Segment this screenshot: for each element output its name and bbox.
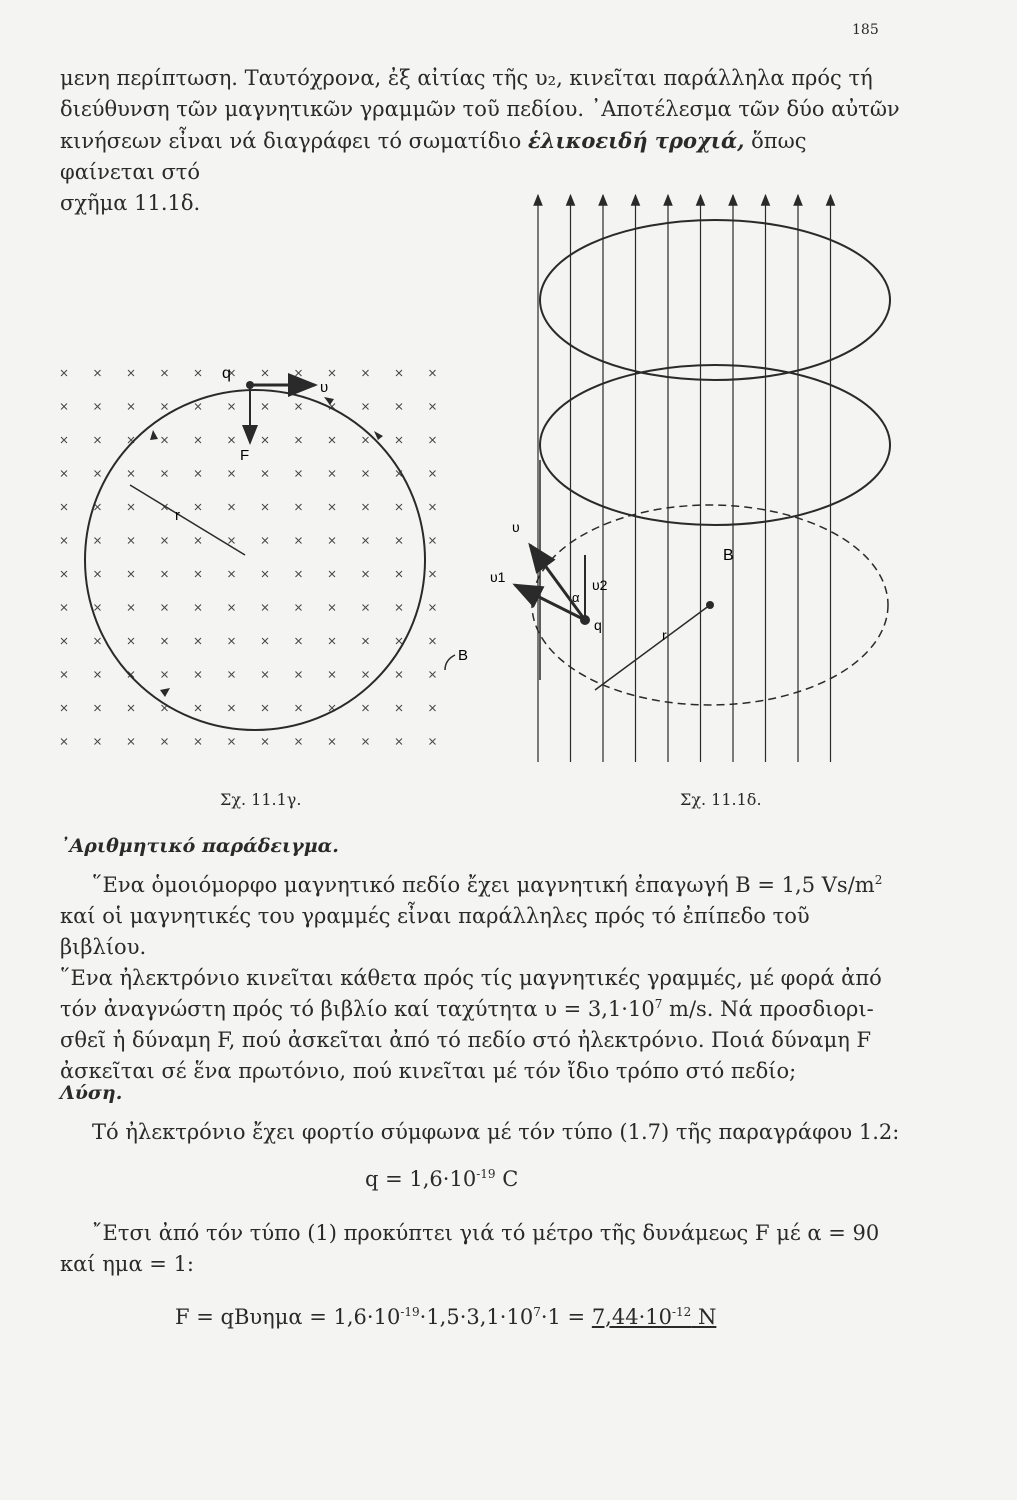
field-cross [229, 739, 235, 745]
intro-line-2: διεύθυνση τῶν μαγνητικῶν γραμμῶν τοῦ πεδίου. ᾿Αποτέλεσμα τῶν δύο αὐτῶν [60, 97, 900, 121]
solution-line-2: ῎Ετσι ἀπό τόν τύπο (1) προκύπτει γιά τό μέτρο τῆς δυνάμεως F μέ α = 90 [92, 1221, 880, 1245]
label-r: r [175, 507, 180, 524]
field-cross [128, 471, 134, 477]
field-cross [296, 370, 302, 376]
field-cross [61, 404, 67, 410]
field-cross [195, 437, 201, 443]
field-cross [229, 504, 235, 510]
field-cross [128, 605, 134, 611]
field-cross [61, 370, 67, 376]
field-cross [296, 605, 302, 611]
field-cross [262, 437, 268, 443]
caption-11-1c: Σχ. 11.1γ. [220, 790, 302, 809]
field-cross [262, 504, 268, 510]
field-cross [128, 571, 134, 577]
field-cross [229, 672, 235, 678]
field-cross [128, 370, 134, 376]
field-cross [396, 571, 402, 577]
field-cross [95, 404, 101, 410]
example-line-5: σθεῖ ἡ δύναμη F, πού ἀσκεῖται ἀπό τό πεδίο στό ἠλεκτρόνιο. Ποιά δύναμη F [60, 1028, 872, 1052]
field-cross [329, 605, 335, 611]
field-cross [363, 504, 369, 510]
example-line-4: τόν ἀναγνώστη πρός τό βιβλίο καί ταχύτητα $\upsilon = 3,1\cdot 10^7$ m/s. Νά προσδιορι- [60, 997, 874, 1021]
force-result: $7,44\cdot 10^{-12}$ N [591, 1305, 717, 1329]
field-cross [296, 672, 302, 678]
field-cross [61, 705, 67, 711]
intro-line-3: κινήσεων εἶναι νά διαγράφει τό σωματίδιο ἑλικοειδή τροχιά, ὅπως φαίνεται στό [60, 128, 807, 184]
field-cross [329, 739, 335, 745]
field-cross [296, 705, 302, 711]
field-cross [430, 638, 436, 644]
page-number: 185 [852, 22, 879, 38]
field-cross [396, 739, 402, 745]
orbit-arrow-3 [150, 430, 158, 440]
field-cross [195, 404, 201, 410]
field-cross [363, 404, 369, 410]
charge-dot [246, 381, 254, 389]
field-cross [296, 471, 302, 477]
field-cross [95, 571, 101, 577]
field-cross [61, 538, 67, 544]
field-cross [162, 571, 168, 577]
field-cross [128, 404, 134, 410]
field-cross [229, 404, 235, 410]
helix-turn-top [540, 220, 890, 380]
field-cross [195, 571, 201, 577]
label-v-helix: υ [512, 519, 520, 535]
label-q-helix: q [594, 617, 602, 633]
field-cross [229, 538, 235, 544]
field-cross [195, 705, 201, 711]
field-cross [329, 571, 335, 577]
field-cross [329, 672, 335, 678]
field-cross [162, 538, 168, 544]
field-cross [128, 705, 134, 711]
field-cross [229, 705, 235, 711]
field-cross [95, 538, 101, 544]
example-line-2: καί οἱ μαγνητικές του γραμμές εἶναι παράλληλες πρός τό ἐπίπεδο τοῦ βιβλίου. [60, 904, 810, 959]
field-cross [162, 672, 168, 678]
field-cross [363, 437, 369, 443]
field-cross [162, 739, 168, 745]
example-line-1: ῞Ενα ὁμοιόμορφο μαγνητικό πεδίο ἔχει μαγνητική ἐπαγωγή Β = 1,5 $Vs/m^2$ [92, 873, 883, 897]
field-into-page-crosses [61, 370, 436, 745]
field-cross [396, 638, 402, 644]
field-cross [95, 705, 101, 711]
field-cross [430, 370, 436, 376]
field-cross [229, 471, 235, 477]
field-pointer [445, 655, 455, 670]
equation-force: $F = qB\upsilon\eta\mu\alpha = 1,6\cdot 10^{-19}\cdot 1,5\cdot 3,1\cdot 10^7\cdot 1 = 7,44\cdot 10^{-12}$ N [175, 1305, 717, 1329]
field-cross [363, 538, 369, 544]
field-cross [396, 370, 402, 376]
field-cross [195, 370, 201, 376]
field-cross [296, 504, 302, 510]
label-r-helix: r [662, 627, 667, 643]
field-cross [363, 370, 369, 376]
field-cross [329, 538, 335, 544]
field-cross [430, 739, 436, 745]
radius-line-helix [595, 605, 710, 690]
field-cross [95, 504, 101, 510]
field-cross [95, 739, 101, 745]
field-cross [363, 605, 369, 611]
field-cross [430, 471, 436, 477]
radius-line [130, 485, 245, 555]
field-cross [430, 672, 436, 678]
example-line-3: ῞Ενα ἠλεκτρόνιο κινεῖται κάθετα πρός τίς μαγνητικές γραμμές, μέ φορά ἀπό [60, 966, 882, 990]
field-cross [229, 437, 235, 443]
field-cross [128, 504, 134, 510]
example-text [60, 870, 900, 1087]
field-cross [61, 471, 67, 477]
field-cross [95, 605, 101, 611]
circular-orbit [85, 390, 425, 730]
field-cross [128, 538, 134, 544]
label-B-helix: B [723, 547, 734, 564]
helix-turn-middle [540, 365, 890, 525]
field-cross [430, 437, 436, 443]
field-cross [262, 404, 268, 410]
solution-heading: Λύση. [60, 1082, 123, 1104]
field-cross [329, 471, 335, 477]
field-cross [262, 538, 268, 544]
field-cross [430, 705, 436, 711]
field-cross [195, 471, 201, 477]
charge-dot-helix [580, 615, 590, 625]
field-cross [61, 638, 67, 644]
field-cross [162, 471, 168, 477]
field-cross [396, 672, 402, 678]
field-cross [229, 605, 235, 611]
field-cross [95, 638, 101, 644]
solution-line-3: καί ημα = 1: [60, 1252, 195, 1276]
field-cross [95, 370, 101, 376]
field-cross [262, 705, 268, 711]
label-B: B [458, 647, 469, 664]
solution-text [60, 1218, 900, 1280]
field-cross [95, 672, 101, 678]
field-lines [538, 195, 831, 762]
label-v: υ [320, 379, 329, 396]
field-cross [95, 437, 101, 443]
field-cross [363, 471, 369, 477]
field-cross [329, 638, 335, 644]
field-cross [430, 404, 436, 410]
field-cross [262, 638, 268, 644]
field-cross [61, 437, 67, 443]
field-cross [195, 638, 201, 644]
field-cross [162, 404, 168, 410]
field-cross [61, 739, 67, 745]
field-cross [262, 739, 268, 745]
field-cross [61, 504, 67, 510]
field-cross [396, 705, 402, 711]
field-cross [430, 571, 436, 577]
field-cross [195, 605, 201, 611]
label-F: F [240, 447, 250, 464]
field-cross [162, 638, 168, 644]
field-cross [363, 672, 369, 678]
field-cross [229, 638, 235, 644]
field-cross [396, 437, 402, 443]
field-cross [296, 638, 302, 644]
field-cross [430, 504, 436, 510]
field-cross [396, 605, 402, 611]
intro-line-1: μενη περίπτωση. Ταυτόχρονα, ἐξ αἰτίας τῆς υ₂, κινεῖται παράλληλα πρός τή [60, 66, 873, 90]
field-cross [430, 605, 436, 611]
field-cross [61, 672, 67, 678]
example-heading: ᾿Αριθμητικό παράδειγμα. [60, 835, 339, 857]
field-cross [329, 504, 335, 510]
field-cross [396, 404, 402, 410]
orbit-arrow-4 [160, 688, 170, 697]
field-cross [229, 571, 235, 577]
field-cross [396, 538, 402, 544]
label-alpha: α [572, 590, 580, 605]
field-cross [128, 739, 134, 745]
field-cross [195, 538, 201, 544]
field-cross [195, 672, 201, 678]
caption-11-1d: Σχ. 11.1δ. [680, 790, 762, 809]
field-cross [262, 471, 268, 477]
field-cross [363, 705, 369, 711]
solution-line-1: Τό ἠλεκτρόνιο ἔχει φορτίο σύμφωνα μέ τόν τύπο (1.7) τῆς παραγράφου 1.2: [92, 1120, 900, 1144]
field-cross [363, 739, 369, 745]
field-cross [262, 672, 268, 678]
field-cross [262, 571, 268, 577]
field-cross [195, 504, 201, 510]
field-cross [396, 504, 402, 510]
field-cross [61, 605, 67, 611]
equation-charge: $q = 1,6\cdot 10^{-19}$ C [365, 1167, 519, 1191]
field-cross [162, 605, 168, 611]
field-cross [363, 638, 369, 644]
field-cross [296, 739, 302, 745]
field-cross [195, 739, 201, 745]
field-cross [329, 370, 335, 376]
field-cross [128, 638, 134, 644]
intro-line-4: σχῆμα 11.1δ. [60, 191, 201, 215]
field-cross [296, 571, 302, 577]
field-cross [262, 370, 268, 376]
field-cross [296, 437, 302, 443]
field-cross [430, 538, 436, 544]
label-q: q [222, 365, 231, 382]
emphasis-helical: ἑλικοειδή τροχιά, [527, 128, 745, 153]
field-cross [61, 571, 67, 577]
example-line-6: ἀσκεῖται σέ ἕνα πρωτόνιο, πού κινεῖται μέ τόν ἴδιο τρόπο στό πεδίο; [60, 1059, 797, 1083]
field-cross [162, 370, 168, 376]
field-cross [162, 437, 168, 443]
field-cross [363, 571, 369, 577]
field-cross [262, 605, 268, 611]
field-cross [95, 471, 101, 477]
field-cross [329, 437, 335, 443]
field-cross [296, 404, 302, 410]
label-v1: υ1 [490, 569, 506, 585]
label-v2: υ2 [592, 577, 608, 593]
field-cross [296, 538, 302, 544]
